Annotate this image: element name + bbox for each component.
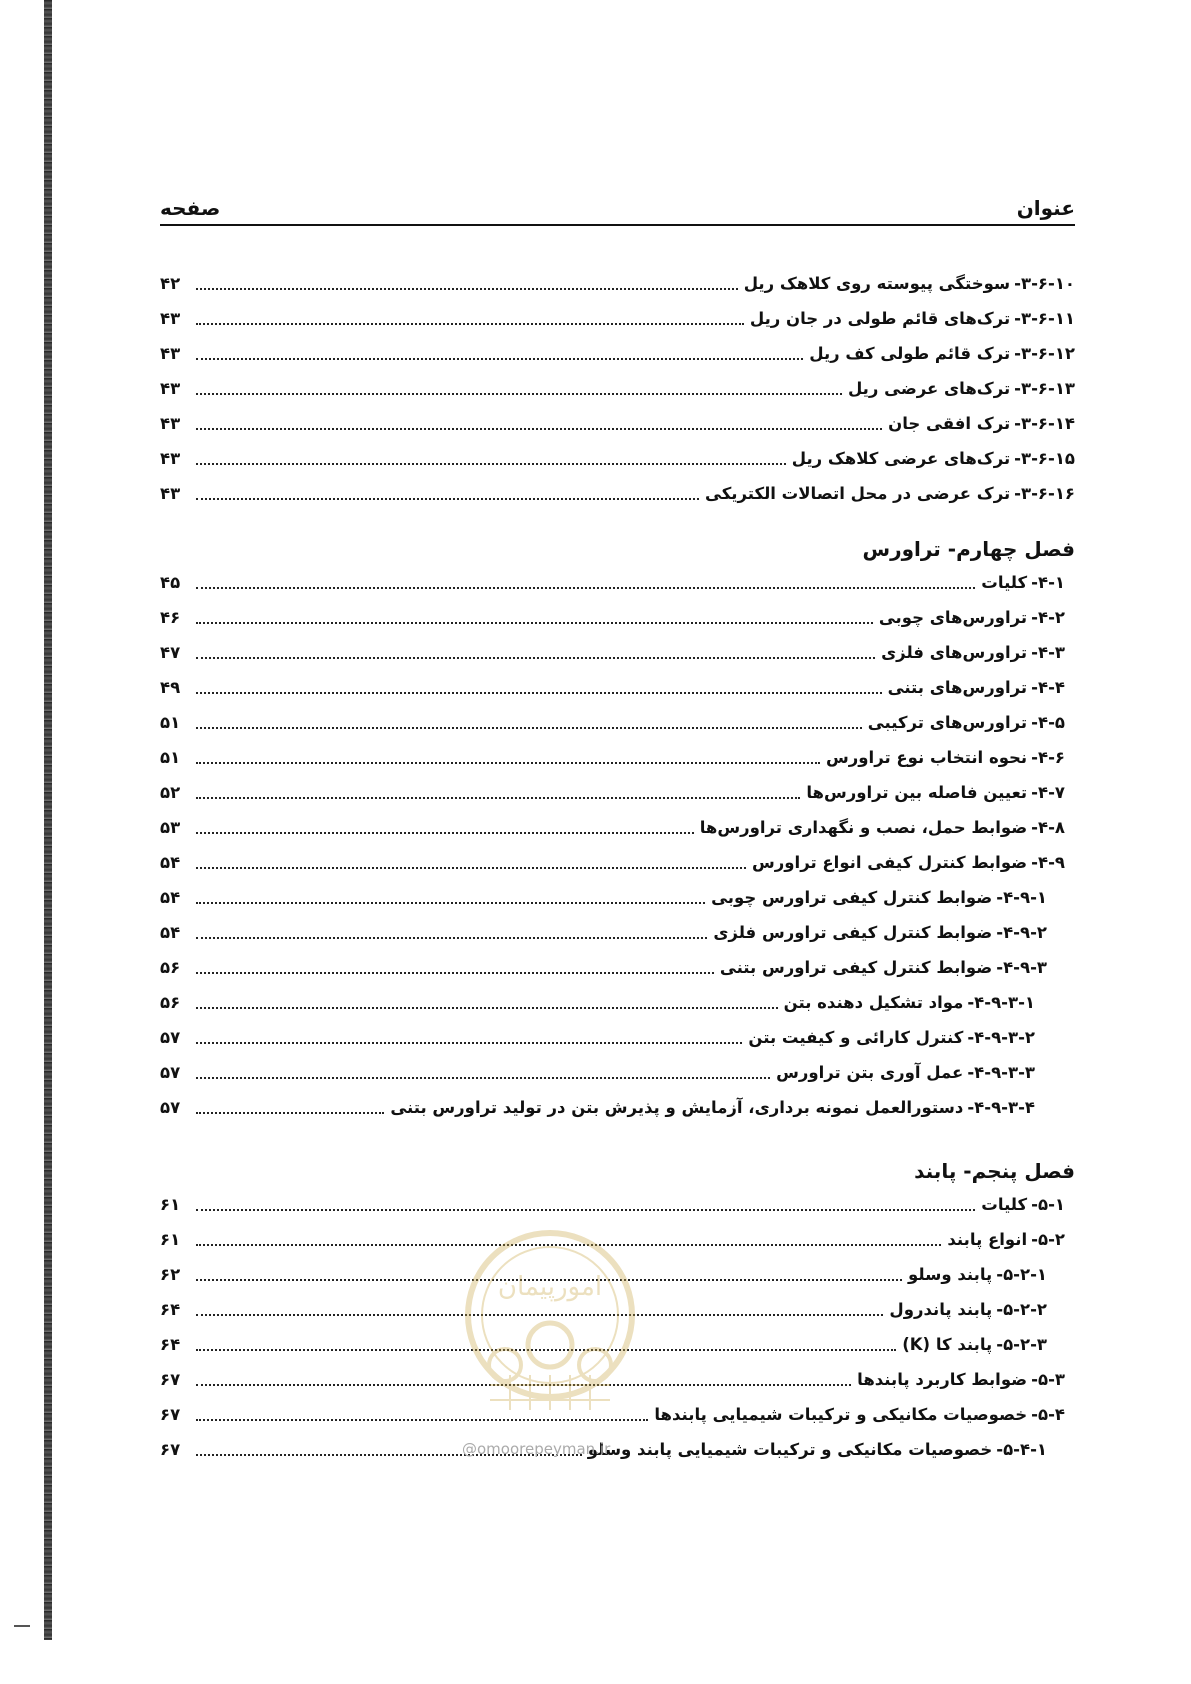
entry-number: ۳-۶-۱۰- — [1014, 274, 1075, 293]
entry-title: تراورس‌های فلزی — [881, 643, 1028, 662]
entry-page-number: ۴۳ — [160, 344, 181, 363]
entry-page-number: ۵۷ — [160, 1098, 181, 1117]
entry-page-number: ۴۳ — [160, 449, 181, 468]
entry-number: ۵-۲-۳- — [996, 1335, 1047, 1354]
entry-title: کلیات — [981, 573, 1028, 592]
toc-entry — [160, 1020, 1075, 1055]
dot-leader — [196, 497, 699, 500]
toc-entry — [160, 1432, 1075, 1467]
entry-page-number: ۴۵ — [160, 573, 181, 592]
toc-entry — [160, 985, 1075, 1020]
page-margin-mark — [14, 1625, 30, 1627]
toc-entry — [160, 810, 1075, 845]
toc-entry — [160, 880, 1075, 915]
entry-number: ۳-۶-۱۱- — [1014, 309, 1075, 328]
entry-page-number: ۴۹ — [160, 678, 181, 697]
dot-leader — [196, 1006, 778, 1009]
dot-leader — [196, 831, 694, 834]
entry-number: ۴-۷- — [1031, 783, 1065, 802]
entry-title: ترک عرضی در محل اتصالات الکتریکی — [705, 484, 1011, 503]
entry-title: ترک‌های عرضی کلاهک ریل — [791, 449, 1011, 468]
entry-number: ۴-۹-۳-۳- — [967, 1063, 1035, 1082]
entry-page-number: ۵۱ — [160, 748, 181, 767]
toc-entry — [160, 740, 1075, 775]
entry-number: ۴-۲- — [1031, 608, 1065, 627]
dot-leader — [196, 322, 744, 325]
toc-entry — [160, 705, 1075, 740]
dot-leader — [196, 691, 882, 694]
toc-entry — [160, 406, 1075, 441]
entry-number: ۳-۶-۱۳- — [1014, 379, 1075, 398]
entry-title: ضوابط کنترل کیفی تراورس فلزی — [713, 923, 993, 942]
entry-title: انواع پابند — [947, 1230, 1028, 1249]
entry-title: عمل آوری بتن تراورس — [776, 1063, 964, 1082]
chapter3-continued-section — [160, 266, 1075, 511]
entry-page-number: ۶۷ — [160, 1440, 181, 1459]
entry-number: ۴-۹-۳-۲- — [967, 1028, 1035, 1047]
entry-title: سوختگی پیوسته روی کلاهک ریل — [743, 274, 1011, 293]
entry-page-number: ۵۴ — [160, 888, 181, 907]
entry-title: خصوصیات مکانیکی و ترکیبات شیمیایی پابند وسلو — [587, 1440, 993, 1459]
dot-leader — [196, 1076, 770, 1079]
entry-page-number: ۴۶ — [160, 608, 181, 627]
toc-entry — [160, 565, 1075, 600]
entry-number: ۳-۶-۱۲- — [1014, 344, 1075, 363]
entry-number: ۵-۳- — [1031, 1370, 1065, 1389]
entry-number: ۴-۶- — [1031, 748, 1065, 767]
entry-title: ترک‌های عرضی ریل — [847, 379, 1011, 398]
entry-title: نحوه انتخاب نوع تراورس — [826, 748, 1028, 767]
toc-entry — [160, 476, 1075, 511]
entry-page-number: ۵۶ — [160, 958, 181, 977]
entry-title: کنترل کارائی و کیفیت بتن — [748, 1028, 964, 1047]
toc-entry — [160, 301, 1075, 336]
toc-entry — [160, 1187, 1075, 1222]
entry-number: ۴-۳- — [1031, 643, 1065, 662]
entry-number: ۴-۹-۳-۴- — [967, 1098, 1035, 1117]
entry-page-number: ۵۶ — [160, 993, 181, 1012]
chapter4-section — [160, 565, 1075, 1125]
entry-page-number: ۶۷ — [160, 1370, 181, 1389]
dot-leader — [196, 901, 705, 904]
toc-entry — [160, 950, 1075, 985]
entry-page-number: ۴۳ — [160, 309, 181, 328]
chapter5-title: فصل پنجم- پابند — [914, 1159, 1075, 1183]
entry-page-number: ۴۷ — [160, 643, 181, 662]
entry-title: ضوابط کاربرد پابندها — [857, 1370, 1028, 1389]
dot-leader — [196, 936, 707, 939]
dot-leader — [196, 392, 842, 395]
toc-entry — [160, 1055, 1075, 1090]
entry-number: ۴-۸- — [1031, 818, 1065, 837]
entry-title: تراورس‌های بتنی — [887, 678, 1028, 697]
dot-leader — [196, 621, 873, 624]
entry-title: ترک قائم طولی کف ریل — [809, 344, 1011, 363]
dot-leader — [196, 427, 882, 430]
entry-number: ۵-۱- — [1031, 1195, 1065, 1214]
entry-page-number: ۵۲ — [160, 783, 181, 802]
toc-entry — [160, 600, 1075, 635]
dot-leader — [196, 357, 803, 360]
dot-leader — [196, 761, 820, 764]
dot-leader — [196, 1041, 742, 1044]
page-binding-edge — [44, 0, 52, 1640]
toc-entry — [160, 266, 1075, 301]
dot-leader — [196, 1208, 975, 1211]
entry-title: ضوابط کنترل کیفی تراورس بتنی — [719, 958, 993, 977]
entry-number: ۵-۲-۲- — [996, 1300, 1047, 1319]
chapter4-title: فصل چهارم- تراورس — [862, 537, 1075, 561]
entry-title: ضوابط کنترل کیفی تراورس چوبی — [711, 888, 993, 907]
entry-title: ترک‌های قائم طولی در جان ریل — [749, 309, 1011, 328]
stamp-text: امورپیمان — [497, 1272, 603, 1302]
dot-leader — [196, 866, 746, 869]
dot-leader — [196, 796, 800, 799]
entry-number: ۵-۴- — [1031, 1405, 1065, 1424]
toc-entry — [160, 336, 1075, 371]
entry-page-number: ۶۴ — [160, 1335, 181, 1354]
entry-number: ۴-۴- — [1031, 678, 1065, 697]
toc-entry — [160, 441, 1075, 476]
entry-title: پابند وسلو — [908, 1265, 993, 1284]
entry-page-number: ۵۷ — [160, 1028, 181, 1047]
entry-page-number: ۶۷ — [160, 1405, 181, 1424]
entry-number: ۴-۹-۳- — [996, 958, 1047, 977]
toc-entry — [160, 845, 1075, 880]
entry-title: کلیات — [981, 1195, 1028, 1214]
toc-entry — [160, 1090, 1075, 1125]
entry-page-number: ۵۴ — [160, 853, 181, 872]
entry-number: ۳-۶-۱۶- — [1014, 484, 1075, 503]
publisher-stamp-watermark — [460, 1225, 640, 1435]
entry-number: ۳-۶-۱۴- — [1014, 414, 1075, 433]
dot-leader — [196, 656, 875, 659]
entry-number: ۴-۹-۳-۱- — [967, 993, 1035, 1012]
title-column-label: عنوان — [1016, 196, 1075, 220]
dot-leader — [196, 586, 975, 589]
entry-number: ۴-۵- — [1031, 713, 1065, 732]
entry-page-number: ۵۳ — [160, 818, 181, 837]
entry-page-number: ۵۴ — [160, 923, 181, 942]
entry-page-number: ۴۲ — [160, 274, 181, 293]
entry-title: دستورالعمل نمونه برداری، آزمایش و پذیرش بتن در تولید تراورس بتنی — [390, 1098, 964, 1117]
entry-title: پابند کا (K) — [902, 1335, 993, 1354]
dot-leader — [196, 971, 714, 974]
toc-entry — [160, 775, 1075, 810]
entry-title: تراورس‌های چوبی — [878, 608, 1028, 627]
entry-page-number: ۵۷ — [160, 1063, 181, 1082]
dot-leader — [196, 287, 738, 290]
watermark-url: @omoorepeyman.ir — [462, 1440, 611, 1458]
entry-page-number: ۴۳ — [160, 379, 181, 398]
entry-number: ۴-۹-۱- — [996, 888, 1047, 907]
toc-entry — [160, 635, 1075, 670]
entry-title: ضوابط کنترل کیفی انواع تراورس — [752, 853, 1028, 872]
entry-page-number: ۵۱ — [160, 713, 181, 732]
entry-number: ۴-۹-۲- — [996, 923, 1047, 942]
dot-leader — [196, 462, 786, 465]
entry-title: مواد تشکیل دهنده بتن — [783, 993, 964, 1012]
entry-page-number: ۴۳ — [160, 414, 181, 433]
toc-entry — [160, 371, 1075, 406]
entry-number: ۵-۲- — [1031, 1230, 1065, 1249]
dot-leader — [196, 1111, 384, 1114]
page-column-label: صفحه — [160, 196, 221, 220]
entry-title: پابند پاندرول — [889, 1300, 993, 1319]
entry-page-number: ۶۱ — [160, 1195, 181, 1214]
entry-page-number: ۶۴ — [160, 1300, 181, 1319]
entry-number: ۵-۴-۱- — [996, 1440, 1047, 1459]
entry-title: ترک افقی جان — [888, 414, 1011, 433]
entry-page-number: ۶۱ — [160, 1230, 181, 1249]
dot-leader — [196, 726, 862, 729]
entry-title: تعیین فاصله بین تراورس‌ها — [806, 783, 1028, 802]
entry-number: ۴-۹- — [1031, 853, 1065, 872]
entry-title: ضوابط حمل، نصب و نگهداری تراورس‌ها — [699, 818, 1028, 837]
entry-number: ۵-۲-۱- — [996, 1265, 1047, 1284]
entry-title: خصوصیات مکانیکی و ترکیبات شیمیایی پابندها — [654, 1405, 1028, 1424]
toc-entry — [160, 915, 1075, 950]
toc-header — [160, 190, 1075, 226]
toc-entry — [160, 670, 1075, 705]
entry-number: ۴-۱- — [1031, 573, 1065, 592]
entry-number: ۳-۶-۱۵- — [1014, 449, 1075, 468]
entry-title: تراورس‌های ترکیبی — [867, 713, 1028, 732]
entry-page-number: ۴۳ — [160, 484, 181, 503]
entry-page-number: ۶۲ — [160, 1265, 181, 1284]
